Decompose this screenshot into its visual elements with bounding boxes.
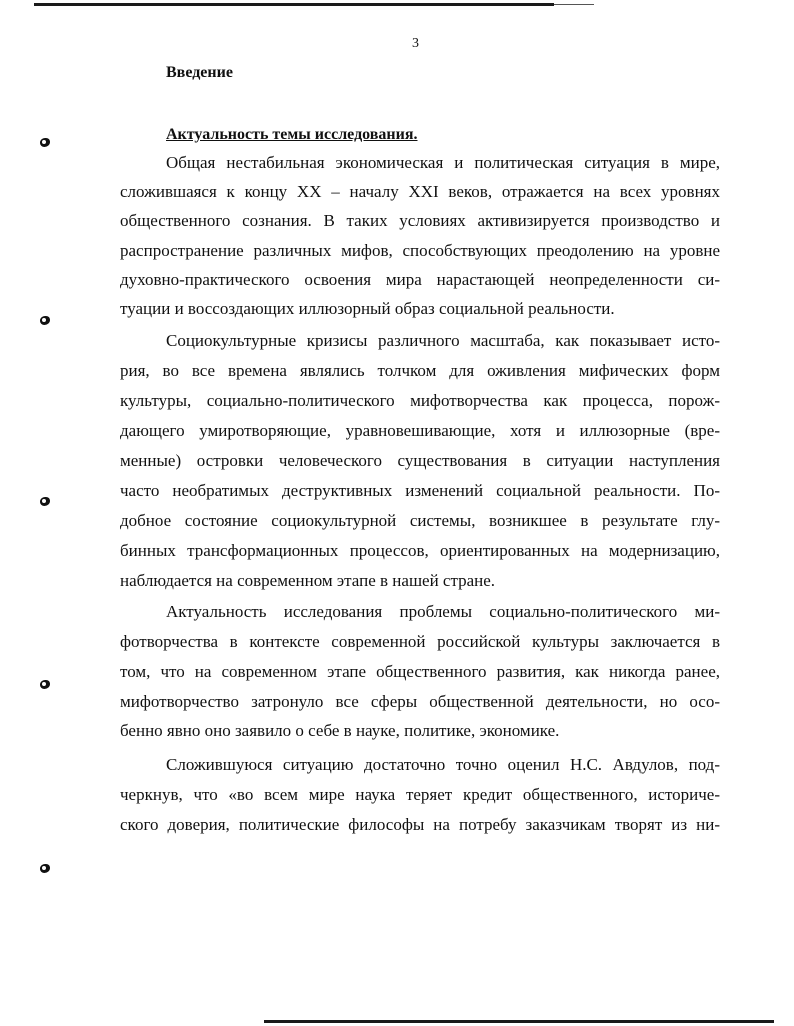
paragraph-line: дающего умиротворяющие, уравновешивающие, хотя и иллюзорные (вре- <box>120 421 720 440</box>
paragraph-line: духовно-практического освоения мира нарастающей неопределенности си- <box>120 270 720 289</box>
punch-hole-mark <box>40 316 50 325</box>
punch-hole-mark <box>40 497 50 506</box>
paragraph-line: Общая нестабильная экономическая и политическая ситуация в мире, <box>166 153 720 172</box>
paragraph-line: распространение различных мифов, способствующих преодолению на уровне <box>120 241 720 260</box>
paragraph-line: часто необратимых деструктивных изменений социальной реальности. По- <box>120 481 720 500</box>
bottom-scan-border <box>264 1020 774 1023</box>
subsection-heading: Актуальность темы исследования. <box>166 126 418 143</box>
top-scan-border <box>34 3 554 6</box>
top-scan-border-thin <box>554 4 594 5</box>
paragraph-line: культуры, социально-политического мифотворчества как процесса, порож- <box>120 391 720 410</box>
paragraph-line: мифотворчество затронуло все сферы общественной деятельности, но осо- <box>120 692 720 711</box>
paragraph-line: наблюдается на современном этапе в нашей стране. <box>120 571 496 590</box>
punch-hole-mark <box>40 680 50 689</box>
paragraph-line: Актуальность исследования проблемы социально-политического ми- <box>166 602 720 621</box>
page-number: 3 <box>412 36 419 51</box>
paragraph-line: черкнув, что «во всем мире наука теряет кредит общественного, историче- <box>120 785 720 804</box>
paragraph-line: туации и воссоздающих иллюзорный образ социальной реальности. <box>120 299 615 318</box>
paragraph-line: Сложившуюся ситуацию достаточно точно оценил Н.С. Авдулов, под- <box>166 755 720 774</box>
paragraph-line: том, что на современном этапе общественного развития, как никогда ранее, <box>120 662 720 681</box>
paragraph-line: бенно явно оно заявило о себе в науке, политике, экономике. <box>120 721 560 740</box>
paragraph-line: добное состояние социокультурной системы, возникшее в результате глу- <box>120 511 720 530</box>
paragraph-line: бинных трансформационных процессов, ориентированных на модернизацию, <box>120 541 720 560</box>
paragraph-line: ского доверия, политические философы на потребу заказчикам творят из ни- <box>120 815 720 834</box>
paragraph-line: Социокультурные кризисы различного масштаба, как показывает исто- <box>166 331 720 350</box>
paragraph-line: общественного сознания. В таких условиях активизируется производство и <box>120 211 720 230</box>
section-heading: Введение <box>166 64 233 81</box>
punch-hole-mark <box>40 138 50 147</box>
punch-hole-mark <box>40 864 50 873</box>
paragraph-line: менные) островки человеческого существования в ситуации наступления <box>120 451 720 470</box>
paragraph-line: рия, во все времена являлись толчком для оживления мифических форм <box>120 361 720 380</box>
paragraph-line: фотворчества в контексте современной российской культуры заключается в <box>120 632 720 651</box>
paragraph-line: сложившаяся к концу XX – началу XXI веков, отражается на всех уровнях <box>120 182 720 201</box>
